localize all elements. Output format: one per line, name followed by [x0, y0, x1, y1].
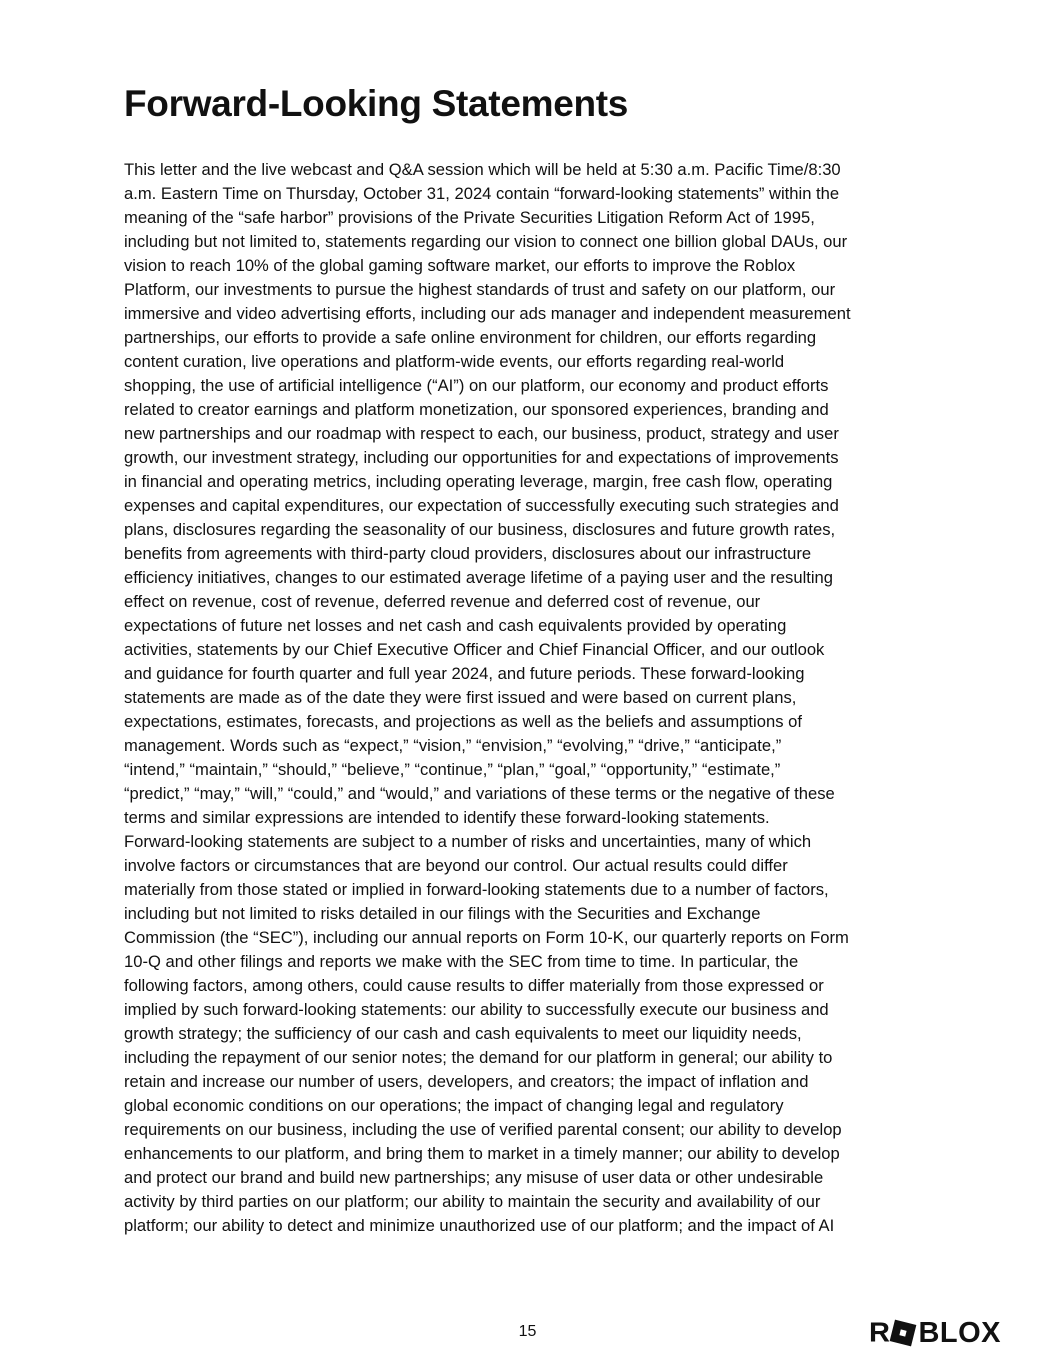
- body-text-line: including but not limited to risks detailed in our filings with the Securities and Exchange: [124, 904, 761, 923]
- body-text-line: content curation, live operations and platform-wide events, our efforts regarding real-world: [124, 352, 785, 371]
- body-text-line: platform; our ability to detect and minimize unauthorized use of our platform; and the impact of AI: [124, 1216, 835, 1235]
- body-text-line: materially from those stated or implied in forward-looking statements due to a number of factors,: [124, 880, 829, 899]
- body-text-line: including the repayment of our senior notes; the demand for our platform in general; our ability to: [124, 1048, 833, 1067]
- body-text-line: plans, disclosures regarding the seasonality of our business, disclosures and future growth rates,: [124, 520, 836, 539]
- body-text-line: following factors, among others, could cause results to differ materially from those expressed or: [124, 976, 824, 995]
- body-text-line: Commission (the “SEC”), including our annual reports on Form 10-K, our quarterly reports on Form: [124, 928, 849, 947]
- body-text-line: shopping, the use of artificial intelligence (“AI”) on our platform, our economy and product efforts: [124, 376, 829, 395]
- body-text-line: expenses and capital expenditures, our expectation of successfully executing such strategies and: [124, 496, 839, 515]
- body-text-line: Forward-looking statements are subject to a number of risks and uncertainties, many of which: [124, 832, 812, 851]
- logo-letter-r: R: [869, 1317, 891, 1349]
- body-text-line: terms and similar expressions are intended to identify these forward-looking statements.: [124, 808, 770, 827]
- logo-tilted-square-icon: [890, 1320, 917, 1347]
- body-text-line: new partnerships and our roadmap with respect to each, our business, product, strategy and user: [124, 424, 839, 443]
- body-text-line: in financial and operating metrics, including operating leverage, margin, free cash flow, operating: [124, 472, 833, 491]
- body-text-line: statements are made as of the date they were first issued and were based on current plans,: [124, 688, 797, 707]
- body-text-line: Platform, our investments to pursue the highest standards of trust and safety on our platform, our: [124, 280, 836, 299]
- body-text-line: and guidance for fourth quarter and full year 2024, and future periods. These forward-looking: [124, 664, 805, 683]
- logo-letters-blox: BLOX: [918, 1317, 1002, 1349]
- body-text-line: partnerships, our efforts to provide a safe online environment for children, our efforts regarding: [124, 328, 817, 347]
- body-text-line: 10-Q and other filings and reports we make with the SEC from time to time. In particular, the: [124, 952, 799, 971]
- body-text-line: meaning of the “safe harbor” provisions of the Private Securities Litigation Reform Act of 1995,: [124, 208, 815, 227]
- body-text-line: effect on revenue, cost of revenue, deferred revenue and deferred cost of revenue, our: [124, 592, 761, 611]
- page-title: Forward-Looking Statements: [124, 83, 629, 124]
- body-text-line: activity by third parties on our platform; our ability to maintain the security and availability of our: [124, 1192, 821, 1211]
- body-paragraph: [124, 158, 934, 1238]
- body-text-line: expectations, estimates, forecasts, and projections as well as the beliefs and assumptions of: [124, 712, 802, 731]
- roblox-logo: [869, 1318, 1009, 1348]
- body-text-line: and protect our brand and build new partnerships; any misuse of user data or other undesirable: [124, 1168, 824, 1187]
- body-text-line: This letter and the live webcast and Q&A session which will be held at 5:30 a.m. Pacific Time/8:30: [124, 160, 841, 179]
- body-text-line: growth strategy; the sufficiency of our cash and cash equivalents to meet our liquidity needs,: [124, 1024, 802, 1043]
- body-text-line: management. Words such as “expect,” “vision,” “envision,” “evolving,” “drive,” “anticipate,”: [124, 736, 782, 755]
- body-text-line: immersive and video advertising efforts, including our ads manager and independent measurement: [124, 304, 851, 323]
- body-text-line: including but not limited to, statements regarding our vision to connect one billion global DAUs, our: [124, 232, 848, 251]
- body-text-line: related to creator earnings and platform monetization, our sponsored experiences, branding and: [124, 400, 829, 419]
- page-number: 15: [518, 1323, 537, 1340]
- body-text-line: growth, our investment strategy, including our opportunities for and expectations of improvements: [124, 448, 839, 467]
- body-text-line: implied by such forward-looking statements: our ability to successfully execute our business and: [124, 1000, 829, 1019]
- body-text-line: benefits from agreements with third-party cloud providers, disclosures about our infrastructure: [124, 544, 812, 563]
- body-text-line: efficiency initiatives, changes to our estimated average lifetime of a paying user and the resulting: [124, 568, 834, 587]
- body-text-line: a.m. Eastern Time on Thursday, October 31, 2024 contain “forward-looking statements” within the: [124, 184, 840, 203]
- body-text-line: “predict,” “may,” “will,” “could,” and “would,” and variations of these terms or the negative of these: [124, 784, 835, 803]
- body-text-line: retain and increase our number of users, developers, and creators; the impact of inflation and: [124, 1072, 809, 1091]
- body-text-line: activities, statements by our Chief Executive Officer and Chief Financial Officer, and our outlook: [124, 640, 825, 659]
- body-text-line: “intend,” “maintain,” “should,” “believe,” “continue,” “plan,” “goal,” “opportunity,” “estimate,”: [124, 760, 781, 779]
- body-text-line: requirements on our business, including the use of verified parental consent; our ability to develop: [124, 1120, 842, 1139]
- body-text-line: enhancements to our platform, and bring them to market in a timely manner; our ability to develop: [124, 1144, 840, 1163]
- body-text-line: global economic conditions on our operations; the impact of changing legal and regulatory: [124, 1096, 784, 1115]
- body-text-line: involve factors or circumstances that are beyond our control. Our actual results could differ: [124, 856, 788, 875]
- body-text-line: expectations of future net losses and net cash and cash equivalents provided by operating: [124, 616, 787, 635]
- body-text-line: vision to reach 10% of the global gaming software market, our efforts to improve the Roblox: [124, 256, 796, 275]
